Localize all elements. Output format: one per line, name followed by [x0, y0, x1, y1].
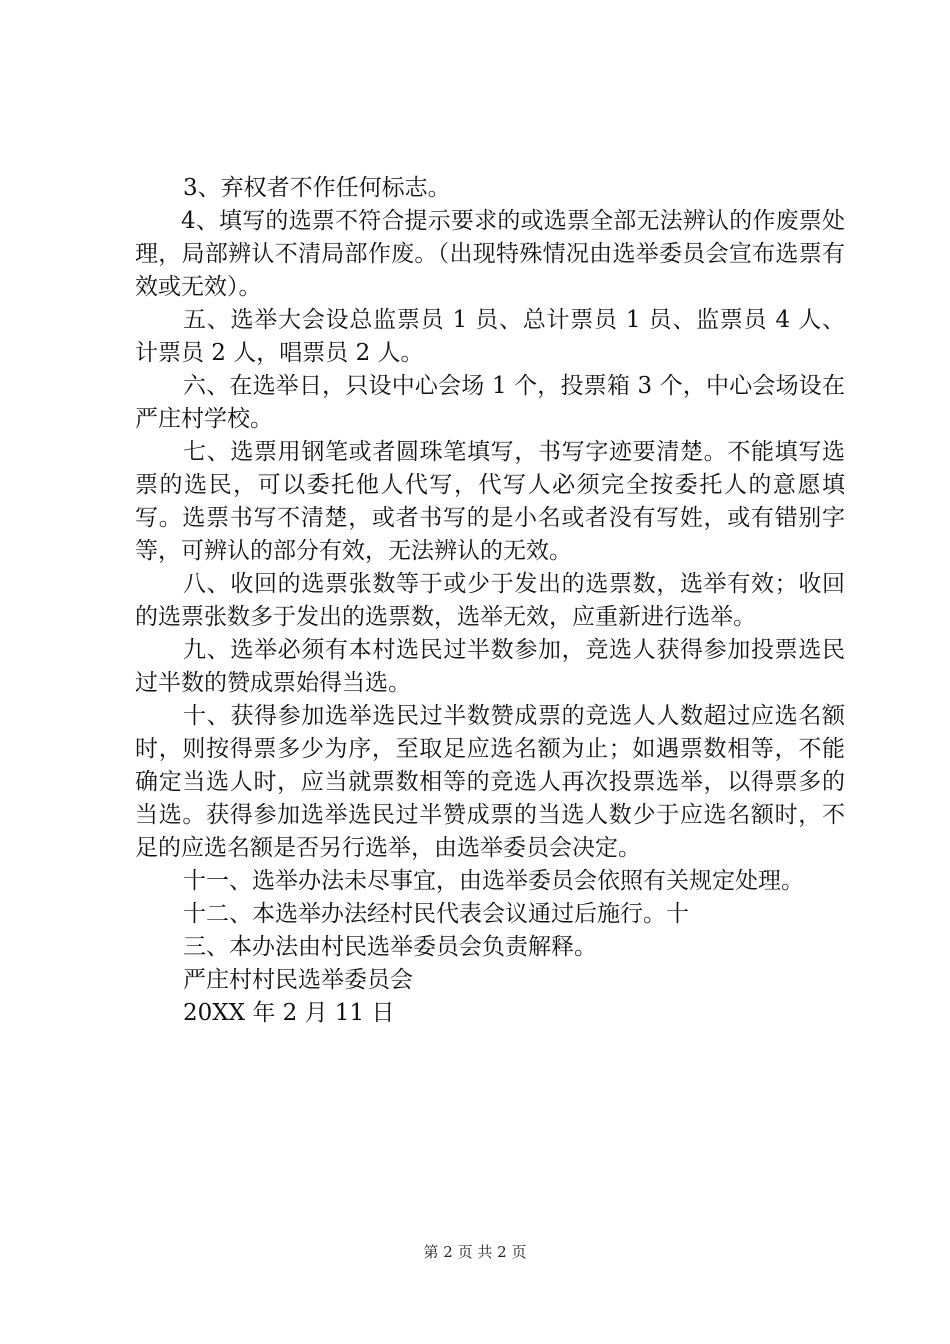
paragraph-section-8: 八、收回的选票张数等于或少于发出的选票数，选举有效；收回的选票张数多于发出的选票数，选举无效，应重新进行选举。	[135, 571, 845, 630]
paragraph-section-9: 九、选举必须有本村选民过半数参加，竞选人获得参加投票选民过半数的赞成票始得当选。	[135, 637, 845, 696]
document-body	[135, 172, 845, 1030]
paragraph-invalid-ballot: 4、填写的选票不符合提示要求的或选票全部无法辨认的作废票处理，局部辨认不清局部作废。（出现特殊情况由选举委员会宣布选票有效或无效）。	[135, 208, 845, 300]
paragraph-section-12: 十二、本选举办法经村民代表会议通过后施行。十	[183, 901, 689, 927]
paragraph-section-13: 三、本办法由村民选举委员会负责解释。	[183, 934, 597, 960]
paragraph-section-10: 十、获得参加选举选民过半数赞成票的竞选人人数超过应选名额时，则按得票多少为序，至取足应选名额为止；如遇票数相等，不能确定当选人时，应当就票数相等的竞选人再次投票选举，以得票多的当选。获得参加选举选民过半赞成票的当选人数少于应选名额时，不足的应选名额是否另行选举，由选举委员会决定。	[135, 703, 845, 861]
paragraph-abstain: 3、弃权者不作任何标志。	[183, 175, 451, 201]
page-footer: 第 2 页 共 2 页	[423, 1243, 527, 1261]
signature-committee: 严庄村村民选举委员会	[183, 967, 413, 993]
paragraph-section-5: 五、选举大会设总监票员 1 员、总计票员 1 员、监票员 4 人、计票员 2 人，唱票员 2 人。	[135, 307, 845, 366]
signature-date: 20XX 年 2 月 11 日	[183, 1000, 395, 1026]
paragraph-section-11: 十一、选举办法未尽事宜，由选举委员会依照有关规定处理。	[183, 868, 804, 894]
paragraph-section-7: 七、选票用钢笔或者圆珠笔填写，书写字迹要清楚。不能填写选票的选民，可以委托他人代写，代写人必须完全按委托人的意愿填写。选票书写不清楚，或者书写的是小名或者没有写姓，或有错别字等，可辨认的部分有效，无法辨认的无效。	[135, 439, 845, 564]
paragraph-section-6: 六、在选举日，只设中心会场 1 个，投票箱 3 个，中心会场设在严庄村学校。	[135, 373, 845, 432]
